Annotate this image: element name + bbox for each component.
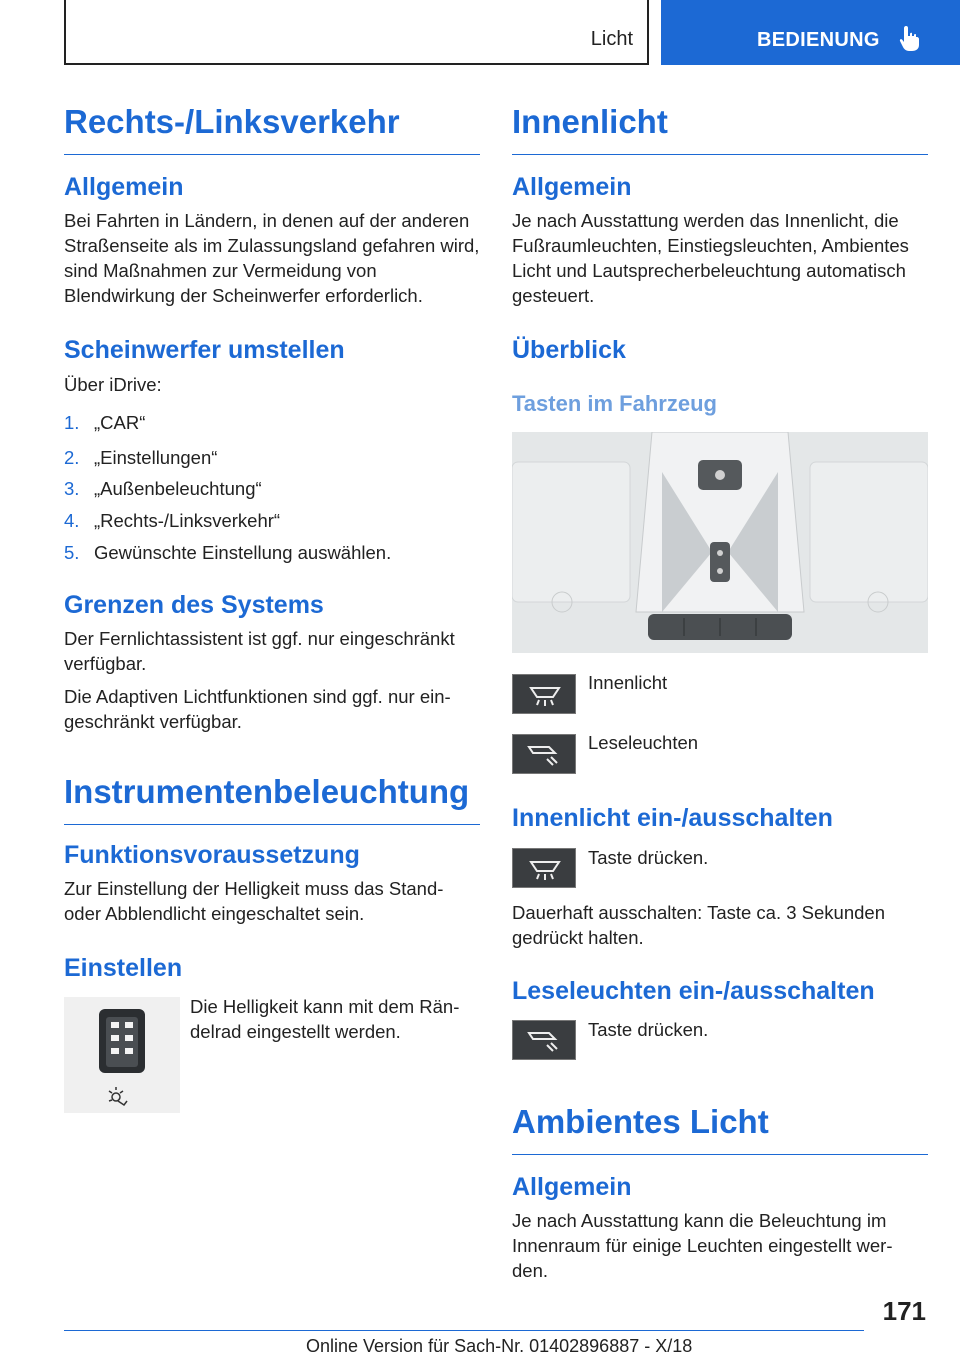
- reading-light-button-image: [512, 734, 576, 774]
- switch-intro: Über iDrive:: [64, 374, 162, 395]
- footer-online-version: Online Version für Sach-Nr. 01402896887 - X/18: [306, 1336, 693, 1356]
- heading-traffic-general: Allgemein: [64, 173, 184, 201]
- interior-onoff-button-image: [512, 848, 576, 888]
- interior-onoff-text: Taste drücken.: [588, 847, 709, 868]
- reading-light-icon: [513, 735, 577, 775]
- function-requirement-text: Zur Einstellung der Helligkeit muss das Stand- oder Abblendlicht eingeschaltet sein.: [64, 878, 444, 924]
- dimmer-wheel-image: [64, 997, 180, 1113]
- heading-function-requirement: Funktionsvoraussetzung: [64, 841, 360, 869]
- dimmer-wheel-icon: [64, 997, 180, 1113]
- heading-instrument-lighting: Instrumentenbeleuchtung: [64, 770, 480, 825]
- heading-system-limits: Grenzen des Systems: [64, 591, 324, 619]
- heading-interior-light: Innenlicht: [512, 100, 928, 155]
- heading-overview: Überblick: [512, 336, 626, 364]
- footer-divider: [64, 1330, 864, 1331]
- heading-interior-general: Allgemein: [512, 173, 632, 201]
- interior-light-icon: [513, 675, 577, 715]
- traffic-general-text: Bei Fahrten in Ländern, in denen auf der anderen Straßenseite als im Zulassungsland gefahren wird, sind Maßnahmen zur Vermeidung von Blendwirkung der Scheinwerfer erforderlich.: [64, 210, 480, 306]
- page-number: 171: [882, 1296, 926, 1326]
- header-section-label: Licht: [590, 28, 633, 50]
- roof-console-image: [512, 432, 928, 653]
- header-chapter-box: [661, 0, 960, 65]
- adjust-text: Die Helligkeit kann mit dem Rän-delrad eingestellt werden.: [190, 996, 460, 1042]
- btn-reading-label: Leseleuchten: [588, 732, 699, 753]
- interior-onoff-text-2: Dauerhaft ausschalten: Taste ca. 3 Sekunden gedrückt halten.: [512, 902, 885, 948]
- limits-text-2: Die Adaptiven Lichtfunktionen sind ggf. nur ein-geschränkt verfügbar.: [64, 686, 451, 732]
- heading-switch-headlights: Scheinwerfer umstellen: [64, 336, 345, 364]
- interior-light-icon: [513, 849, 577, 889]
- roof-console-illustration: [512, 432, 928, 653]
- reading-onoff-button-image: [512, 1020, 576, 1060]
- heading-adjust: Einstellen: [64, 954, 183, 982]
- heading-reading-onoff: Leseleuchten ein-/ausschalten: [512, 977, 875, 1005]
- interior-light-button-image: [512, 674, 576, 714]
- heading-interior-onoff: Innenlicht ein-/ausschalten: [512, 804, 833, 832]
- heading-traffic: Rechts-/Linksverkehr: [64, 100, 480, 155]
- header-chapter-label: BEDIENUNG: [757, 29, 880, 51]
- hand-pointer-icon: [897, 24, 923, 52]
- reading-onoff-text: Taste drücken.: [588, 1019, 709, 1040]
- header-section-box: [64, 0, 649, 65]
- interior-general-text: Je nach Ausstattung werden das Innenlicht, die Fußraumleuchten, Einstiegsleuchten, Ambientes Licht und Lautsprecherbeleuchtung automatisch gesteuert.: [512, 210, 909, 306]
- btn-interior-label: Innenlicht: [588, 672, 668, 693]
- heading-ambient-general: Allgemein: [512, 1173, 632, 1201]
- reading-light-icon: [513, 1021, 577, 1061]
- heading-ambient-light: Ambientes Licht: [512, 1100, 928, 1155]
- ambient-general-text: Je nach Ausstattung kann die Beleuchtung im Innenraum für einige Leuchten eingestellt wer-den.: [512, 1210, 893, 1281]
- limits-text-1: Der Fernlichtassistent ist ggf. nur eingeschränkt verfügbar.: [64, 628, 455, 674]
- heading-buttons-in-vehicle: Tasten im Fahrzeug: [512, 391, 717, 416]
